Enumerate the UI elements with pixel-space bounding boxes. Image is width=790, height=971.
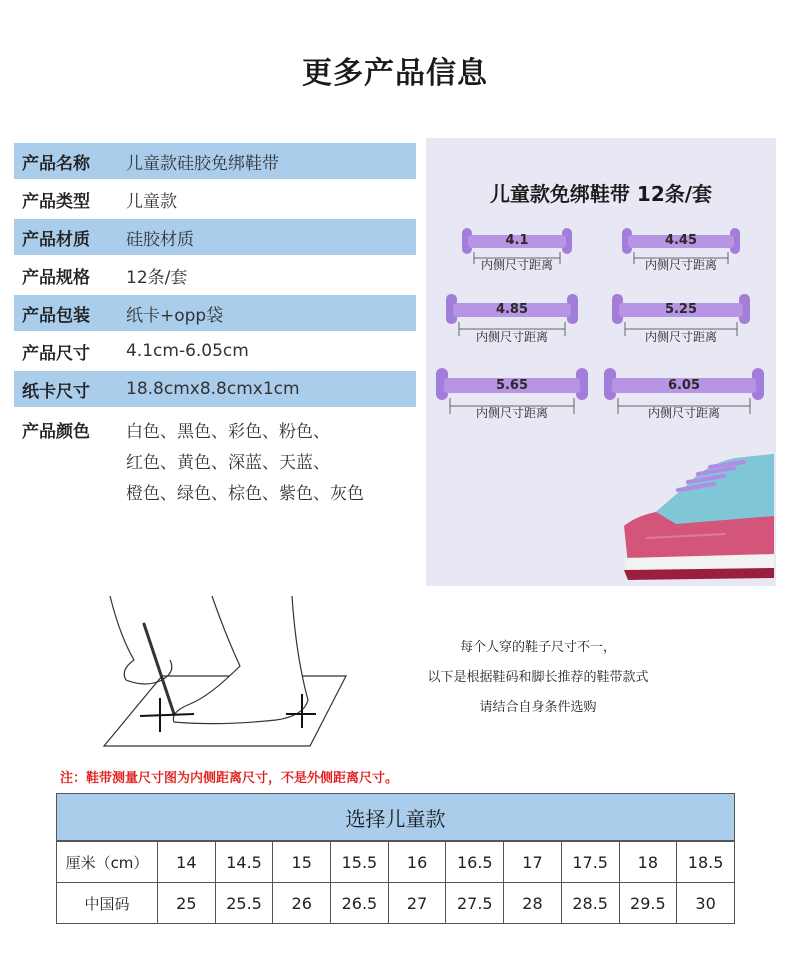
color-list: [126, 417, 364, 510]
spec-value: 硅胶材质: [126, 229, 194, 250]
spec-row-spec: [14, 257, 416, 293]
color-line: 红色、黄色、深蓝、天蓝、: [126, 453, 330, 473]
spec-row-material: [14, 219, 416, 255]
lace-size: 6.05: [667, 378, 701, 393]
size-table: [56, 793, 735, 924]
color-line: 橙色、绿色、棕色、紫色、灰色: [126, 484, 364, 504]
spec-row-card-size: [14, 371, 416, 407]
table-row: [57, 842, 735, 883]
lace-item: [610, 292, 752, 344]
lace-size: 5.65: [495, 378, 529, 393]
spec-table: [14, 143, 416, 512]
cn-cell: 26: [273, 883, 331, 924]
table-row: [57, 883, 735, 924]
size-table-title: 选择儿童款: [56, 793, 735, 841]
lace-item: [434, 366, 590, 422]
spec-label: 产品规格: [22, 267, 90, 288]
measure-note: 请结合自身条件选购: [479, 700, 597, 715]
cn-cell: 27.5: [446, 883, 504, 924]
measure-note: 以下是根据鞋码和脚长推荐的鞋带款式: [427, 670, 649, 685]
cn-cell: 25.5: [215, 883, 273, 924]
cm-cell: 15.5: [331, 842, 389, 883]
spec-value: 纸卡+opp袋: [126, 305, 224, 326]
row-label: 中国码: [57, 883, 158, 924]
lace-caption: 内侧尺寸距离: [475, 406, 548, 420]
measure-note: 每个人穿的鞋子尺寸不一，: [459, 640, 616, 655]
spec-label: 纸卡尺寸: [22, 381, 90, 402]
lace-caption: 内侧尺寸距离: [644, 258, 717, 272]
lace-item: [444, 292, 580, 344]
spec-row-package: [14, 295, 416, 331]
lace-size: 5.25: [664, 302, 698, 317]
spec-label: 产品材质: [22, 229, 90, 250]
lace-item: [458, 226, 576, 272]
size-grid: [56, 841, 735, 924]
spec-row-colors: [14, 409, 416, 510]
spec-row-size: [14, 333, 416, 369]
cm-cell: 14.5: [215, 842, 273, 883]
spec-row-type: [14, 181, 416, 217]
lace-size: 4.85: [495, 302, 529, 317]
lace-item: [620, 226, 742, 272]
product-panel: [426, 138, 776, 586]
cn-cell: 27: [388, 883, 446, 924]
lace-size: 4.1: [505, 233, 529, 248]
spec-label: 产品类型: [22, 191, 90, 212]
color-line: 白色、黑色、彩色、粉色、: [126, 422, 330, 442]
spec-label: 产品尺寸: [22, 343, 90, 364]
cm-cell: 14: [158, 842, 216, 883]
cm-cell: 17.5: [561, 842, 619, 883]
cm-cell: 15: [273, 842, 331, 883]
row-label: 厘米（cm）: [57, 842, 158, 883]
cn-cell: 29.5: [619, 883, 677, 924]
cn-cell: 26.5: [331, 883, 389, 924]
lace-caption: 内侧尺寸距离: [647, 406, 720, 420]
spec-value: 儿童款: [126, 191, 177, 212]
spec-label: 产品颜色: [22, 422, 90, 442]
lace-caption: 内侧尺寸距离: [644, 330, 717, 344]
cn-cell: 28.5: [561, 883, 619, 924]
spec-value: 12条/套: [126, 267, 188, 288]
lace-caption: 内侧尺寸距离: [475, 330, 548, 344]
cm-cell: 17: [504, 842, 562, 883]
cn-cell: 25: [158, 883, 216, 924]
page-title: 更多产品信息: [302, 56, 488, 91]
spec-value: 18.8cmx8.8cmx1cm: [126, 379, 300, 399]
cn-cell: 30: [677, 883, 735, 924]
spec-label: 产品包装: [22, 305, 90, 326]
cn-cell: 28: [504, 883, 562, 924]
cm-cell: 16.5: [446, 842, 504, 883]
warning-note: 注：鞋带测量尺寸图为内侧距离尺寸，不是外侧距离尺寸。: [60, 771, 399, 786]
cm-cell: 16: [388, 842, 446, 883]
lace-caption: 内侧尺寸距离: [480, 258, 553, 272]
foot-measure-drawing: [90, 596, 360, 756]
spec-value: 儿童款硅胶免绑鞋带: [126, 153, 279, 174]
spec-label: 产品名称: [22, 153, 90, 174]
spec-row-name: [14, 143, 416, 179]
panel-title: 儿童款免绑鞋带 12条/套: [489, 182, 713, 206]
sneaker-image: [616, 446, 776, 586]
spec-value: 4.1cm-6.05cm: [126, 341, 249, 361]
lace-size: 4.45: [664, 233, 698, 248]
cm-cell: 18: [619, 842, 677, 883]
lace-item: [602, 366, 766, 422]
cm-cell: 18.5: [677, 842, 735, 883]
